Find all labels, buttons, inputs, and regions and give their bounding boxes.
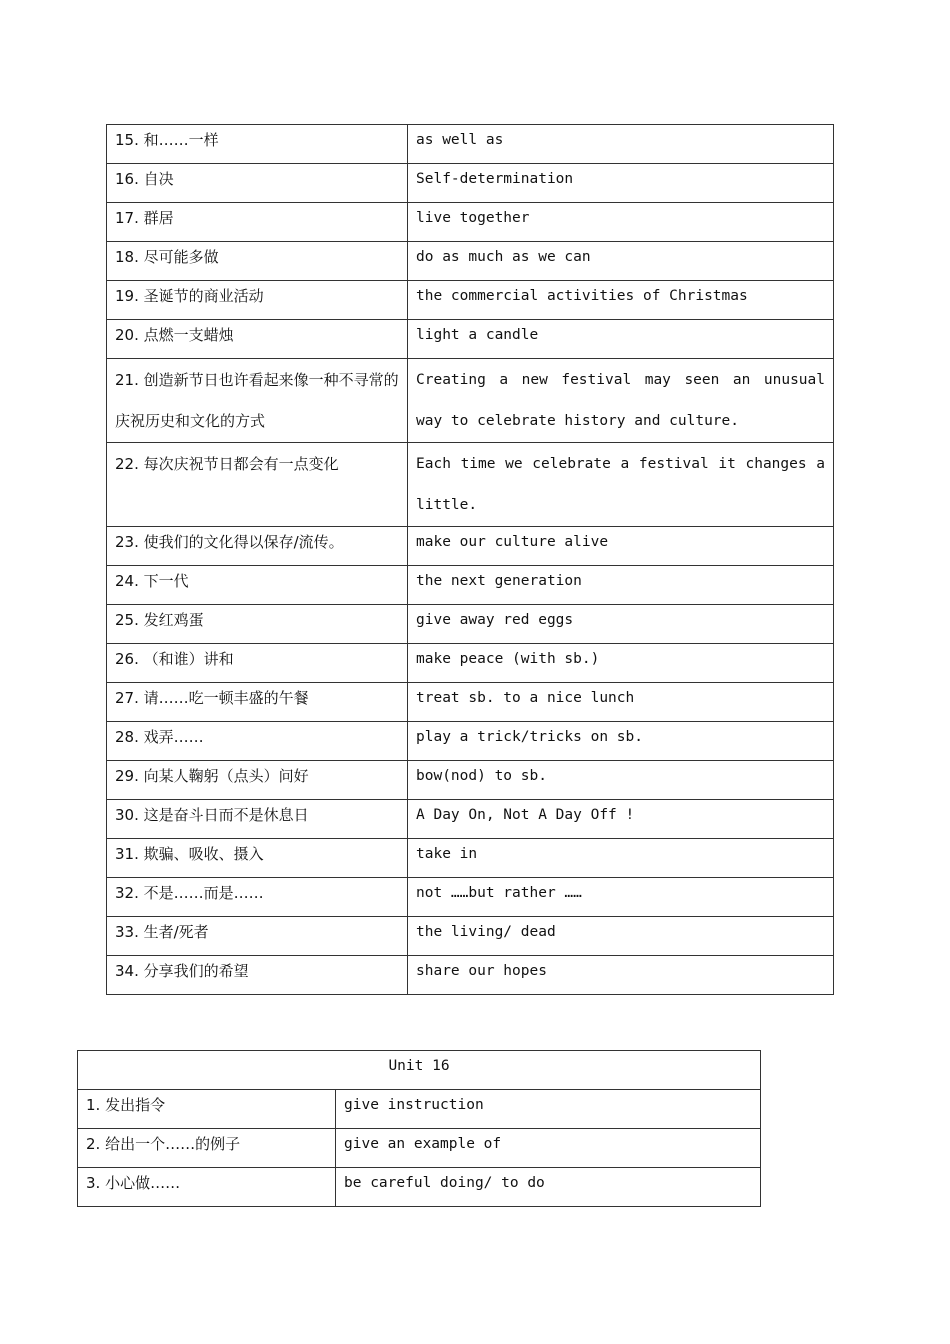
english-phrase: give instruction: [336, 1090, 761, 1129]
chinese-phrase: 17. 群居: [107, 203, 408, 242]
chinese-phrase: 25. 发红鸡蛋: [107, 605, 408, 644]
english-phrase: give an example of: [336, 1129, 761, 1168]
chinese-phrase: 22. 每次庆祝节日都会有一点变化: [107, 443, 408, 527]
table-title-row: [78, 1051, 761, 1090]
table-row: [107, 839, 834, 878]
english-phrase: make peace (with sb.): [408, 644, 834, 683]
english-phrase: the next generation: [408, 566, 834, 605]
chinese-phrase: 31. 欺骗、吸收、摄入: [107, 839, 408, 878]
english-phrase: light a candle: [408, 320, 834, 359]
table-row: [107, 956, 834, 995]
english-phrase: Self-determination: [408, 164, 834, 203]
chinese-phrase: 15. 和……一样: [107, 125, 408, 164]
english-phrase: share our hopes: [408, 956, 834, 995]
table-row: [107, 359, 834, 443]
table-row: [107, 644, 834, 683]
table-row: [107, 164, 834, 203]
table-row: [107, 281, 834, 320]
english-phrase: not ……but rather ……: [408, 878, 834, 917]
table-row: [107, 683, 834, 722]
table-row: [107, 722, 834, 761]
table-row: [107, 800, 834, 839]
english-phrase: make our culture alive: [408, 527, 834, 566]
chinese-phrase: 2. 给出一个……的例子: [78, 1129, 336, 1168]
unit-title: Unit 16: [78, 1051, 761, 1090]
chinese-phrase: 3. 小心做……: [78, 1168, 336, 1207]
table-row: [107, 443, 834, 527]
chinese-phrase: 21. 创造新节日也许看起来像一种不寻常的庆祝历史和文化的方式: [107, 359, 408, 443]
chinese-phrase: 1. 发出指令: [78, 1090, 336, 1129]
table-row: [107, 527, 834, 566]
table-row: [78, 1168, 761, 1207]
english-phrase: bow(nod) to sb.: [408, 761, 834, 800]
english-phrase: live together: [408, 203, 834, 242]
chinese-phrase: 32. 不是……而是……: [107, 878, 408, 917]
english-phrase: give away red eggs: [408, 605, 834, 644]
table-row: [78, 1090, 761, 1129]
chinese-phrase: 34. 分享我们的希望: [107, 956, 408, 995]
english-phrase: treat sb. to a nice lunch: [408, 683, 834, 722]
chinese-phrase: 29. 向某人鞠躬（点头）问好: [107, 761, 408, 800]
english-phrase: the living/ dead: [408, 917, 834, 956]
chinese-phrase: 27. 请……吃一顿丰盛的午餐: [107, 683, 408, 722]
english-phrase: play a trick/tricks on sb.: [408, 722, 834, 761]
vocabulary-table-1: [106, 124, 834, 995]
vocabulary-table-unit-16: [77, 1050, 761, 1207]
chinese-phrase: 24. 下一代: [107, 566, 408, 605]
table-row: [107, 605, 834, 644]
english-phrase: A Day On, Not A Day Off !: [408, 800, 834, 839]
chinese-phrase: 19. 圣诞节的商业活动: [107, 281, 408, 320]
chinese-phrase: 18. 尽可能多做: [107, 242, 408, 281]
english-phrase: be careful doing/ to do: [336, 1168, 761, 1207]
chinese-phrase: 16. 自决: [107, 164, 408, 203]
table-row: [107, 878, 834, 917]
chinese-phrase: 28. 戏弄……: [107, 722, 408, 761]
table-row: [107, 203, 834, 242]
table-row: [107, 566, 834, 605]
table-row: [78, 1129, 761, 1168]
english-phrase: do as much as we can: [408, 242, 834, 281]
chinese-phrase: 23. 使我们的文化得以保存/流传。: [107, 527, 408, 566]
chinese-phrase: 33. 生者/死者: [107, 917, 408, 956]
english-phrase: the commercial activities of Christmas: [408, 281, 834, 320]
chinese-phrase: 26. （和谁）讲和: [107, 644, 408, 683]
english-phrase: Each time we celebrate a festival it changes a little.: [408, 443, 834, 527]
english-phrase: Creating a new festival may seen an unusual way to celebrate history and culture.: [408, 359, 834, 443]
table-row: [107, 761, 834, 800]
table-row: [107, 125, 834, 164]
chinese-phrase: 30. 这是奋斗日而不是休息日: [107, 800, 408, 839]
table-row: [107, 242, 834, 281]
english-phrase: as well as: [408, 125, 834, 164]
english-phrase: take in: [408, 839, 834, 878]
table-row: [107, 320, 834, 359]
table-row: [107, 917, 834, 956]
chinese-phrase: 20. 点燃一支蜡烛: [107, 320, 408, 359]
